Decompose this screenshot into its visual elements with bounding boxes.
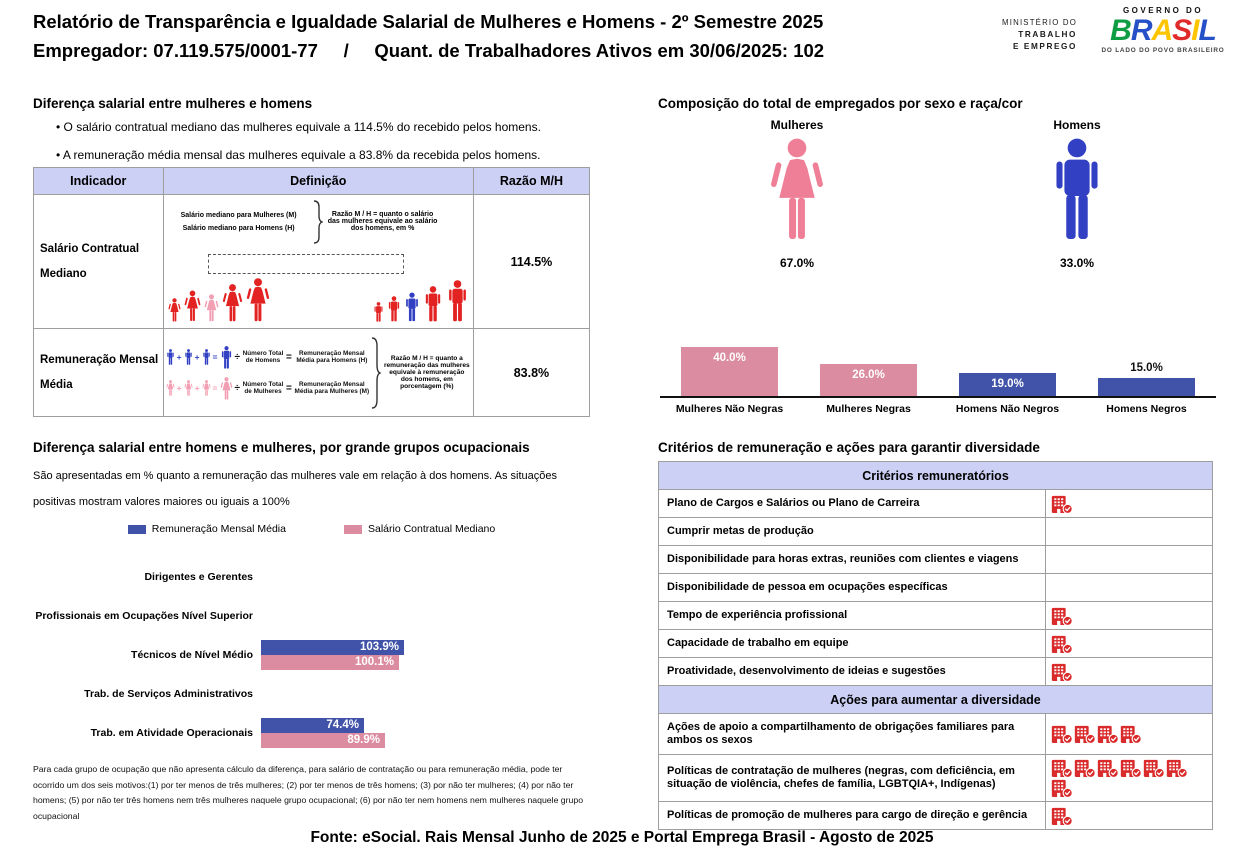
plus-operator: + [194, 383, 200, 393]
company-check-icon [1143, 758, 1165, 778]
legend-swatch-blue [128, 525, 146, 534]
criterion-icons [1046, 546, 1213, 574]
chart-row [33, 596, 590, 635]
table-row [659, 602, 1213, 630]
company-check-icon [1120, 758, 1142, 778]
female-figure-icon [222, 284, 243, 322]
chart-bar-slot [1077, 345, 1216, 396]
chart-row [33, 635, 590, 674]
table-row [659, 490, 1213, 518]
female-figure-icon [184, 290, 201, 322]
company-check-icon [1051, 806, 1073, 826]
company-check-icon [1051, 724, 1073, 744]
mean-remuneration-diagram [164, 333, 473, 413]
section-header-label: Ações para aumentar a diversidade [659, 686, 1213, 714]
company-check-icon [1051, 634, 1073, 654]
male-figure-icon [1049, 138, 1105, 241]
bullet-item: • O salário contratual mediano das mulheres equivale a 114.5% do recebido pelos homens. [56, 120, 541, 134]
criterion-icons [1046, 802, 1213, 830]
criterion-icons [1046, 602, 1213, 630]
employer-line: Empregador: 07.119.575/0001-77 / Quant. de Trabalhadores Ativos em 30/06/2025: 102 [33, 40, 825, 61]
section-title-occupational: Diferença salarial entre homens e mulheres, por grande grupos ocupacionais [33, 440, 530, 455]
company-check-icon [1097, 758, 1119, 778]
chart-row [33, 557, 590, 596]
female-figure-icon [168, 298, 181, 322]
male-figure-icon [373, 302, 384, 322]
chart-legend [33, 523, 590, 535]
occupational-bar-chart [33, 557, 590, 752]
chart-bar-slot [938, 345, 1077, 396]
male-figure-icon [166, 349, 175, 365]
criterion-label: Políticas de promoção de mulheres para cargo de direção e gerência [659, 802, 1046, 830]
category-label: Mulheres Não Negras [675, 403, 784, 415]
diagram-label: Número Total de Mulheres [242, 380, 284, 395]
legend-item [344, 523, 495, 535]
male-figure-icon [202, 349, 211, 365]
gov-logo-top-text: GOVERNO DO [1122, 6, 1204, 15]
female-label: Mulheres [770, 118, 824, 132]
ratio-value: 83.8% [473, 329, 589, 417]
male-figure-icon [220, 346, 233, 369]
equals-operator: = [286, 382, 292, 394]
female-figure-icon [204, 294, 219, 322]
source-footer: Fonte: eSocial. Rais Mensal Junho de 2025 e Portal Emprega Brasil - Agosto de 2025 [310, 829, 934, 846]
divide-operator: ÷ [234, 351, 240, 363]
section-header-row [659, 686, 1213, 714]
legend-label: Salário Contratual Mediano [367, 523, 496, 535]
bar-value-label: 40.0% [713, 352, 746, 364]
male-label: Homens [1053, 118, 1101, 132]
male-figure-icon [423, 286, 443, 322]
female-figure-icon [220, 377, 233, 400]
indicator-name: Salário Contratual Mediano [34, 195, 164, 329]
male-figure-icon [446, 280, 469, 322]
section-title-salary-diff: Diferença salarial entre mulheres e homens [33, 96, 313, 111]
female-figure-icon [769, 138, 825, 241]
category-label: Profissionais em Ocupações Nível Superior [35, 609, 253, 622]
male-percentage: 33.0% [1059, 256, 1095, 270]
section-title-composition: Composição do total de empregados por sexo e raça/cor [658, 96, 1023, 111]
category-label: Homens Negros [1106, 403, 1187, 415]
company-check-icon [1074, 758, 1096, 778]
ministry-logo-text [955, 17, 1077, 53]
occupational-footnote: Para cada grupo de ocupação que não apresenta cálculo da diferença, para salário de contratação ou para remuneração média, pode ter ocorrido um dos seis motivos:(1) por ter menos de três mulheres; (2) por ter menos de três homens; (3) por não ter mulheres; (4) por não ter homens; (5) por não ter três homens nem três mulheres naquele grupo ocupacional; (6) por não ter nem homens nem mulheres naquele grupo ocupacional [33, 764, 584, 821]
race-composition-chart [660, 345, 1216, 398]
female-composition-block [717, 118, 877, 270]
brace-icon [370, 337, 381, 409]
criterion-label: Capacidade de trabalho em equipe [659, 630, 1046, 658]
bar-value-label: 26.0% [852, 369, 885, 381]
occ-bar: 89.9% [261, 733, 385, 748]
legend-swatch-pink [344, 525, 362, 534]
female-percentage: 67.0% [779, 256, 815, 270]
criteria-table [658, 461, 1213, 830]
criterion-icons [1046, 574, 1213, 602]
ministry-line: TRABALHO [1018, 30, 1077, 39]
indicator-table [33, 167, 590, 417]
table-row [659, 714, 1213, 755]
male-composition-block [997, 118, 1157, 270]
diagram-label: Remuneração Mensal Média para Mulheres (M) [294, 380, 370, 395]
criterion-icons [1046, 658, 1213, 686]
occ-bar: 100.1% [261, 655, 399, 670]
bar-value-label: 15.0% [1130, 362, 1163, 374]
table-row [34, 195, 590, 329]
diagram-label: Remuneração Mensal Média para Homens (H) [296, 349, 368, 364]
occ-bar: 74.4% [261, 718, 364, 733]
section-title-criteria: Critérios de remuneração e ações para garantir diversidade [658, 440, 1040, 455]
gov-logo-bottom-text: DO LADO DO POVO BRASILEIRO [1101, 47, 1225, 54]
col-header-indicador: Indicador [34, 168, 164, 195]
section-header-row [659, 462, 1213, 490]
category-label: Mulheres Negras [826, 403, 911, 415]
occupational-description: São apresentadas em % quanto a remuneração das mulheres vale em relação à dos homens. As situações positivas mostram valores maiores ou iguais a 100% [33, 470, 558, 508]
bar [1098, 378, 1195, 396]
criterion-label: Políticas de contratação de mulheres (negras, com deficiência, em situação de violência, chefes de família, LGBTQIA+, Indígenas) [659, 755, 1046, 802]
criterion-label: Disponibilidade para horas extras, reuniões com clientes e viagens [659, 546, 1046, 574]
male-figure-icon [184, 349, 193, 365]
chart-bar-slot [799, 345, 938, 396]
female-figure-icon [166, 380, 175, 396]
chart-row [33, 713, 590, 752]
criterion-label: Ações de apoio a compartilhamento de obrigações familiares para ambos os sexos [659, 714, 1046, 755]
equals-operator: = [286, 351, 292, 363]
table-row [34, 329, 590, 417]
median-salary-diagram [164, 196, 473, 328]
criterion-label: Proatividade, desenvolvimento de ideias e sugestões [659, 658, 1046, 686]
category-label: Dirigentes e Gerentes [144, 570, 253, 583]
bar-value-label: 19.0% [991, 378, 1024, 390]
criterion-label: Disponibilidade de pessoa em ocupações específicas [659, 574, 1046, 602]
occ-bar: 103.9% [261, 640, 404, 655]
female-figure-icon [184, 380, 193, 396]
company-check-icon [1074, 724, 1096, 744]
bullet-item: • A remuneração média mensal das mulheres equivale a 83.8% da recebida pelos homens. [56, 148, 541, 162]
plus-operator: + [194, 352, 200, 362]
table-row [659, 755, 1213, 802]
company-check-icon [1166, 758, 1188, 778]
diagram-label: Salário mediano para Homens (H) [182, 224, 295, 232]
governo-do-brasil-logo [1088, 6, 1238, 54]
table-row [659, 518, 1213, 546]
criterion-icons [1046, 518, 1213, 546]
brace-icon [312, 200, 323, 244]
indicator-name: Remuneração Mensal Média [34, 329, 164, 417]
male-figure-icon [387, 296, 401, 322]
category-label: Trab. de Serviços Administrativos [84, 687, 253, 700]
chart-bar-slot [660, 345, 799, 396]
legend-label: Remuneração Mensal Média [151, 523, 286, 535]
table-row [659, 658, 1213, 686]
col-header-razao: Razão M/H [473, 168, 589, 195]
diagram-note: Razão M / H = quanto o salário das mulheres equivale ao salário dos homens, em % [327, 211, 438, 232]
company-check-icon [1097, 724, 1119, 744]
company-check-icon [1051, 494, 1073, 514]
female-figure-icon [246, 278, 270, 322]
company-check-icon [1051, 758, 1073, 778]
ministry-line: MINISTÉRIO DO [1002, 18, 1077, 27]
ministry-line: E EMPREGO [1013, 42, 1077, 51]
criterion-label: Plano de Cargos e Salários ou Plano de Carreira [659, 490, 1046, 518]
category-label: Trab. em Atividade Operacionais [90, 726, 253, 739]
report-title: Relatório de Transparência e Igualdade Salarial de Mulheres e Homens - 2º Semestre 2025 [33, 11, 824, 32]
table-row [659, 574, 1213, 602]
criterion-icons [1046, 490, 1213, 518]
criterion-label: Tempo de experiência profissional [659, 602, 1046, 630]
chart-row [33, 674, 590, 713]
criterion-icons [1046, 755, 1213, 802]
company-check-icon [1120, 724, 1142, 744]
diagram-label: Número Total de Homens [242, 349, 284, 364]
plus-operator: + [176, 352, 182, 362]
ratio-value: 114.5% [473, 195, 589, 329]
company-check-icon [1051, 778, 1073, 798]
median-dashed-box [208, 254, 404, 274]
criterion-icons [1046, 630, 1213, 658]
criterion-label: Cumprir metas de produção [659, 518, 1046, 546]
plus-operator: + [176, 383, 182, 393]
table-row [659, 630, 1213, 658]
equals-operator: = [212, 352, 218, 362]
diagram-label: Salário mediano para Mulheres (M) [180, 211, 297, 219]
criterion-icons [1046, 714, 1213, 755]
female-figure-icon [202, 380, 211, 396]
divide-operator: ÷ [234, 382, 240, 394]
equals-operator: = [212, 383, 218, 393]
col-header-definicao: Definição [163, 168, 473, 195]
company-check-icon [1051, 662, 1073, 682]
section-header-label: Critérios remuneratórios [659, 462, 1213, 490]
category-label: Técnicos de Nível Médio [131, 648, 253, 661]
table-row [659, 546, 1213, 574]
legend-item [128, 523, 286, 535]
race-composition-categories [660, 403, 1216, 415]
category-label: Homens Não Negros [955, 403, 1060, 415]
table-row [659, 802, 1213, 830]
brasil-wordmark: BRASIL [1110, 14, 1216, 47]
male-figure-icon [404, 292, 420, 322]
diagram-note: Razão M / H = quanto a remuneração das mulheres equivale à remuneração dos homens, em porcentagem (%) [383, 355, 470, 390]
company-check-icon [1051, 606, 1073, 626]
